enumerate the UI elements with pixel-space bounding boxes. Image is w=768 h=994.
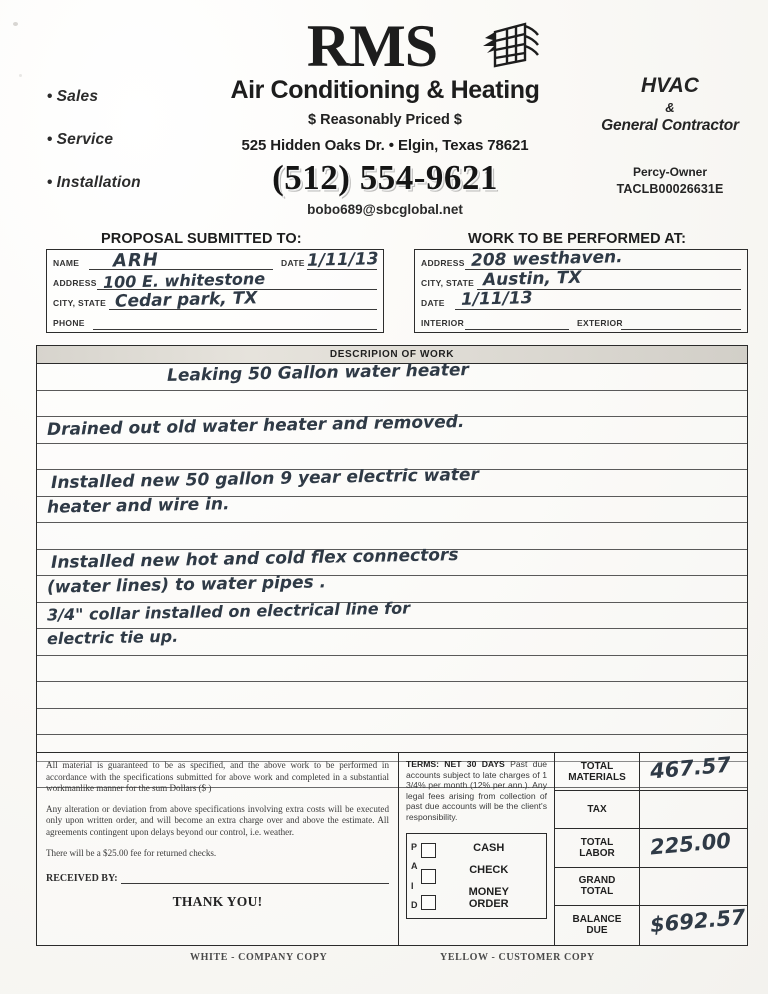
checkbox-check[interactable] (421, 869, 436, 884)
description-row[interactable] (37, 360, 747, 391)
service-bullet-label: Service (56, 131, 114, 148)
service-bullet-label: Installation (56, 174, 141, 191)
paid-vertical-letters (411, 837, 418, 915)
totals-label: TOTAL LABOR (555, 829, 639, 867)
bullet-dot-icon: • (47, 174, 53, 191)
totals-handwritten-amount: 225.00 (649, 828, 732, 860)
totals-handwritten-amount: $692.57 (649, 904, 747, 937)
description-handwritten-text: (water lines) to water pipes . (46, 572, 327, 598)
received-by-row (46, 872, 389, 884)
proposal-box-title: PROPOSAL SUBMITTED TO: (101, 231, 302, 247)
description-row[interactable] (37, 464, 747, 497)
totals-label: TOTAL MATERIALS (555, 753, 639, 791)
white-copy-label: WHITE - COMPANY COPY (190, 952, 328, 963)
totals-value-cell[interactable] (640, 906, 747, 944)
work-interior-exterior-row (421, 313, 741, 331)
description-row[interactable] (37, 626, 747, 656)
work-to-be-performed-box (414, 249, 748, 333)
description-row[interactable] (37, 598, 747, 630)
airflow-vent-icon (467, 20, 539, 72)
totals-value-cell[interactable] (640, 868, 747, 906)
logo-row (175, 13, 595, 79)
work-interior-line (465, 329, 569, 330)
paid-letter: I (411, 880, 414, 891)
description-row[interactable] (37, 493, 747, 524)
proposal-city-state-row (53, 288, 377, 312)
work-city-state-value: Austin, TX (482, 267, 582, 291)
legal-paragraph-1: All material is guaranteed to be as specified, and the above work to be performed in accordance with the specifications submitted for above work and completed in a substantial workmanlike manner for the sum Dollars ($ ) (46, 760, 389, 794)
description-handwritten-text: heater and wire in. (46, 493, 230, 518)
terms-and-totals-block (36, 752, 748, 946)
received-by-signature-line[interactable] (121, 872, 389, 884)
work-date-line (455, 309, 741, 310)
description-row[interactable] (37, 544, 747, 577)
money-order-line2: ORDER (468, 898, 509, 910)
totals-column (555, 753, 747, 945)
payment-method-label-cash: CASH (473, 842, 505, 854)
work-address-label: ADDRESS (421, 258, 465, 268)
company-email: bobo689@sbcglobal.net (307, 202, 463, 217)
work-site-box-title: WORK TO BE PERFORMED AT: (468, 231, 687, 247)
work-exterior-label: EXTERIOR (577, 318, 623, 328)
money-order-line1: MONEY (468, 886, 509, 898)
proposal-date-value: 1/11/13 (306, 249, 379, 271)
general-contractor-label: General Contractor (601, 117, 739, 134)
hvac-label: HVAC (641, 74, 699, 97)
legal-paragraph-2: Any alteration or deviation from above specifications involving extra costs will be executed only upon written order, and will become an extra charge over and above the estimate. All agreements contingent upon delays beyond our control, i.e. weather. (46, 803, 389, 837)
description-row[interactable] (37, 411, 747, 444)
totals-value-cell[interactable] (640, 753, 747, 791)
proposal-city-state-label: CITY, STATE (53, 298, 107, 308)
description-row[interactable] (37, 682, 747, 709)
proposal-address-value: 100 E. whitestone (102, 269, 266, 292)
company-phone: (512) 554-9621 (272, 158, 498, 197)
legal-paragraph-3: There will be a $25.00 fee for returned checks. (46, 847, 217, 858)
totals-label: TAX (555, 791, 639, 829)
payment-terms-column (399, 753, 555, 945)
yellow-copy-label: YELLOW - CUSTOMER COPY (440, 952, 595, 963)
proposal-submitted-to-box (46, 249, 384, 333)
totals-label: BALANCE DUE (572, 913, 622, 936)
totals-value-cell[interactable] (640, 791, 747, 829)
paid-letter: D (411, 900, 418, 911)
license-number: TACLB00026631E (616, 182, 724, 196)
proposal-phone-line (93, 329, 377, 330)
work-interior-label: INTERIOR (421, 318, 465, 328)
terms-body: Past due accounts subject to late charges of 1 3/4% per month (12% per ann.). Any legal fees arising from collection of past due accounts will be the client's responsibility. (406, 759, 548, 822)
company-logo-text: RMS (306, 13, 438, 79)
totals-label-cells (555, 753, 640, 945)
description-rows (37, 360, 747, 787)
paid-letter: A (411, 861, 418, 872)
description-of-work-table (36, 345, 748, 788)
description-handwritten-text: Drained out old water heater and removed. (46, 411, 465, 441)
owner-name: Percy-Owner (632, 165, 708, 179)
work-date-row (421, 288, 741, 311)
received-by-label: RECEIVED BY: (46, 873, 118, 885)
work-city-state-row (421, 267, 741, 291)
trade-credentials-block (580, 74, 760, 196)
payment-method-labels (436, 837, 543, 915)
description-handwritten-text: Installed new 50 gallon 9 year electric water (50, 464, 480, 494)
bullet-dot-icon: • (47, 131, 53, 148)
payment-method-label-money-order (436, 886, 543, 910)
totals-handwritten-amount: 467.57 (649, 752, 732, 784)
tagline: $ Reasonably Priced $ (308, 112, 462, 128)
payment-checkbox-group (421, 837, 436, 915)
payment-method-label-check: CHECK (469, 864, 509, 876)
work-date-value: 1/11/13 (460, 288, 533, 310)
paid-letter: P (411, 841, 418, 852)
description-row[interactable] (37, 709, 747, 736)
terms-heading: TERMS: NET 30 DAYS (406, 759, 505, 769)
proposal-date-label: DATE (281, 258, 305, 268)
proposal-address-label: ADDRESS (53, 278, 97, 288)
proposal-phone-row (53, 313, 377, 331)
description-row[interactable] (37, 656, 747, 683)
company-name: Air Conditioning & Heating (230, 76, 540, 104)
letterhead (0, 0, 768, 228)
description-handwritten-text: 3/4" collar installed on electrical line for (46, 598, 411, 624)
terms-text (406, 759, 547, 822)
thank-you-text: THANK YOU! (172, 894, 263, 910)
proposal-name-row (53, 249, 379, 272)
bullet-dot-icon: • (47, 88, 53, 105)
description-of-work-header: DESCRIPION OF WORK (37, 346, 747, 364)
totals-value-cell[interactable] (640, 829, 747, 867)
service-bullet-label: Sales (56, 88, 99, 105)
description-handwritten-text: Leaking 50 Gallon water heater (166, 360, 469, 386)
description-handwritten-text: electric tie up. (46, 626, 179, 649)
work-address-value: 208 westhaven. (470, 247, 623, 271)
totals-label: GRAND TOTAL (555, 868, 639, 906)
paid-methods-box (406, 833, 547, 919)
proposal-name-value: ARH (112, 249, 160, 272)
company-address: 525 Hidden Oaks Dr. • Elgin, Texas 78621 (241, 137, 529, 154)
proposal-name-label: NAME (53, 258, 80, 268)
legal-terms-column (37, 753, 399, 945)
checkbox-money-order[interactable] (421, 895, 436, 910)
proposal-city-state-value: Cedar park, TX (114, 288, 258, 312)
proposal-phone-label: PHONE (53, 318, 85, 328)
work-date-label: DATE (421, 298, 445, 308)
totals-value-cells (640, 753, 747, 945)
work-exterior-line (621, 329, 741, 330)
work-city-state-label: CITY, STATE (421, 278, 475, 288)
company-logo-block (175, 13, 595, 217)
checkbox-cash[interactable] (421, 843, 436, 858)
ampersand-label: & (665, 100, 675, 115)
description-handwritten-text: Installed new hot and cold flex connectors (50, 544, 459, 573)
